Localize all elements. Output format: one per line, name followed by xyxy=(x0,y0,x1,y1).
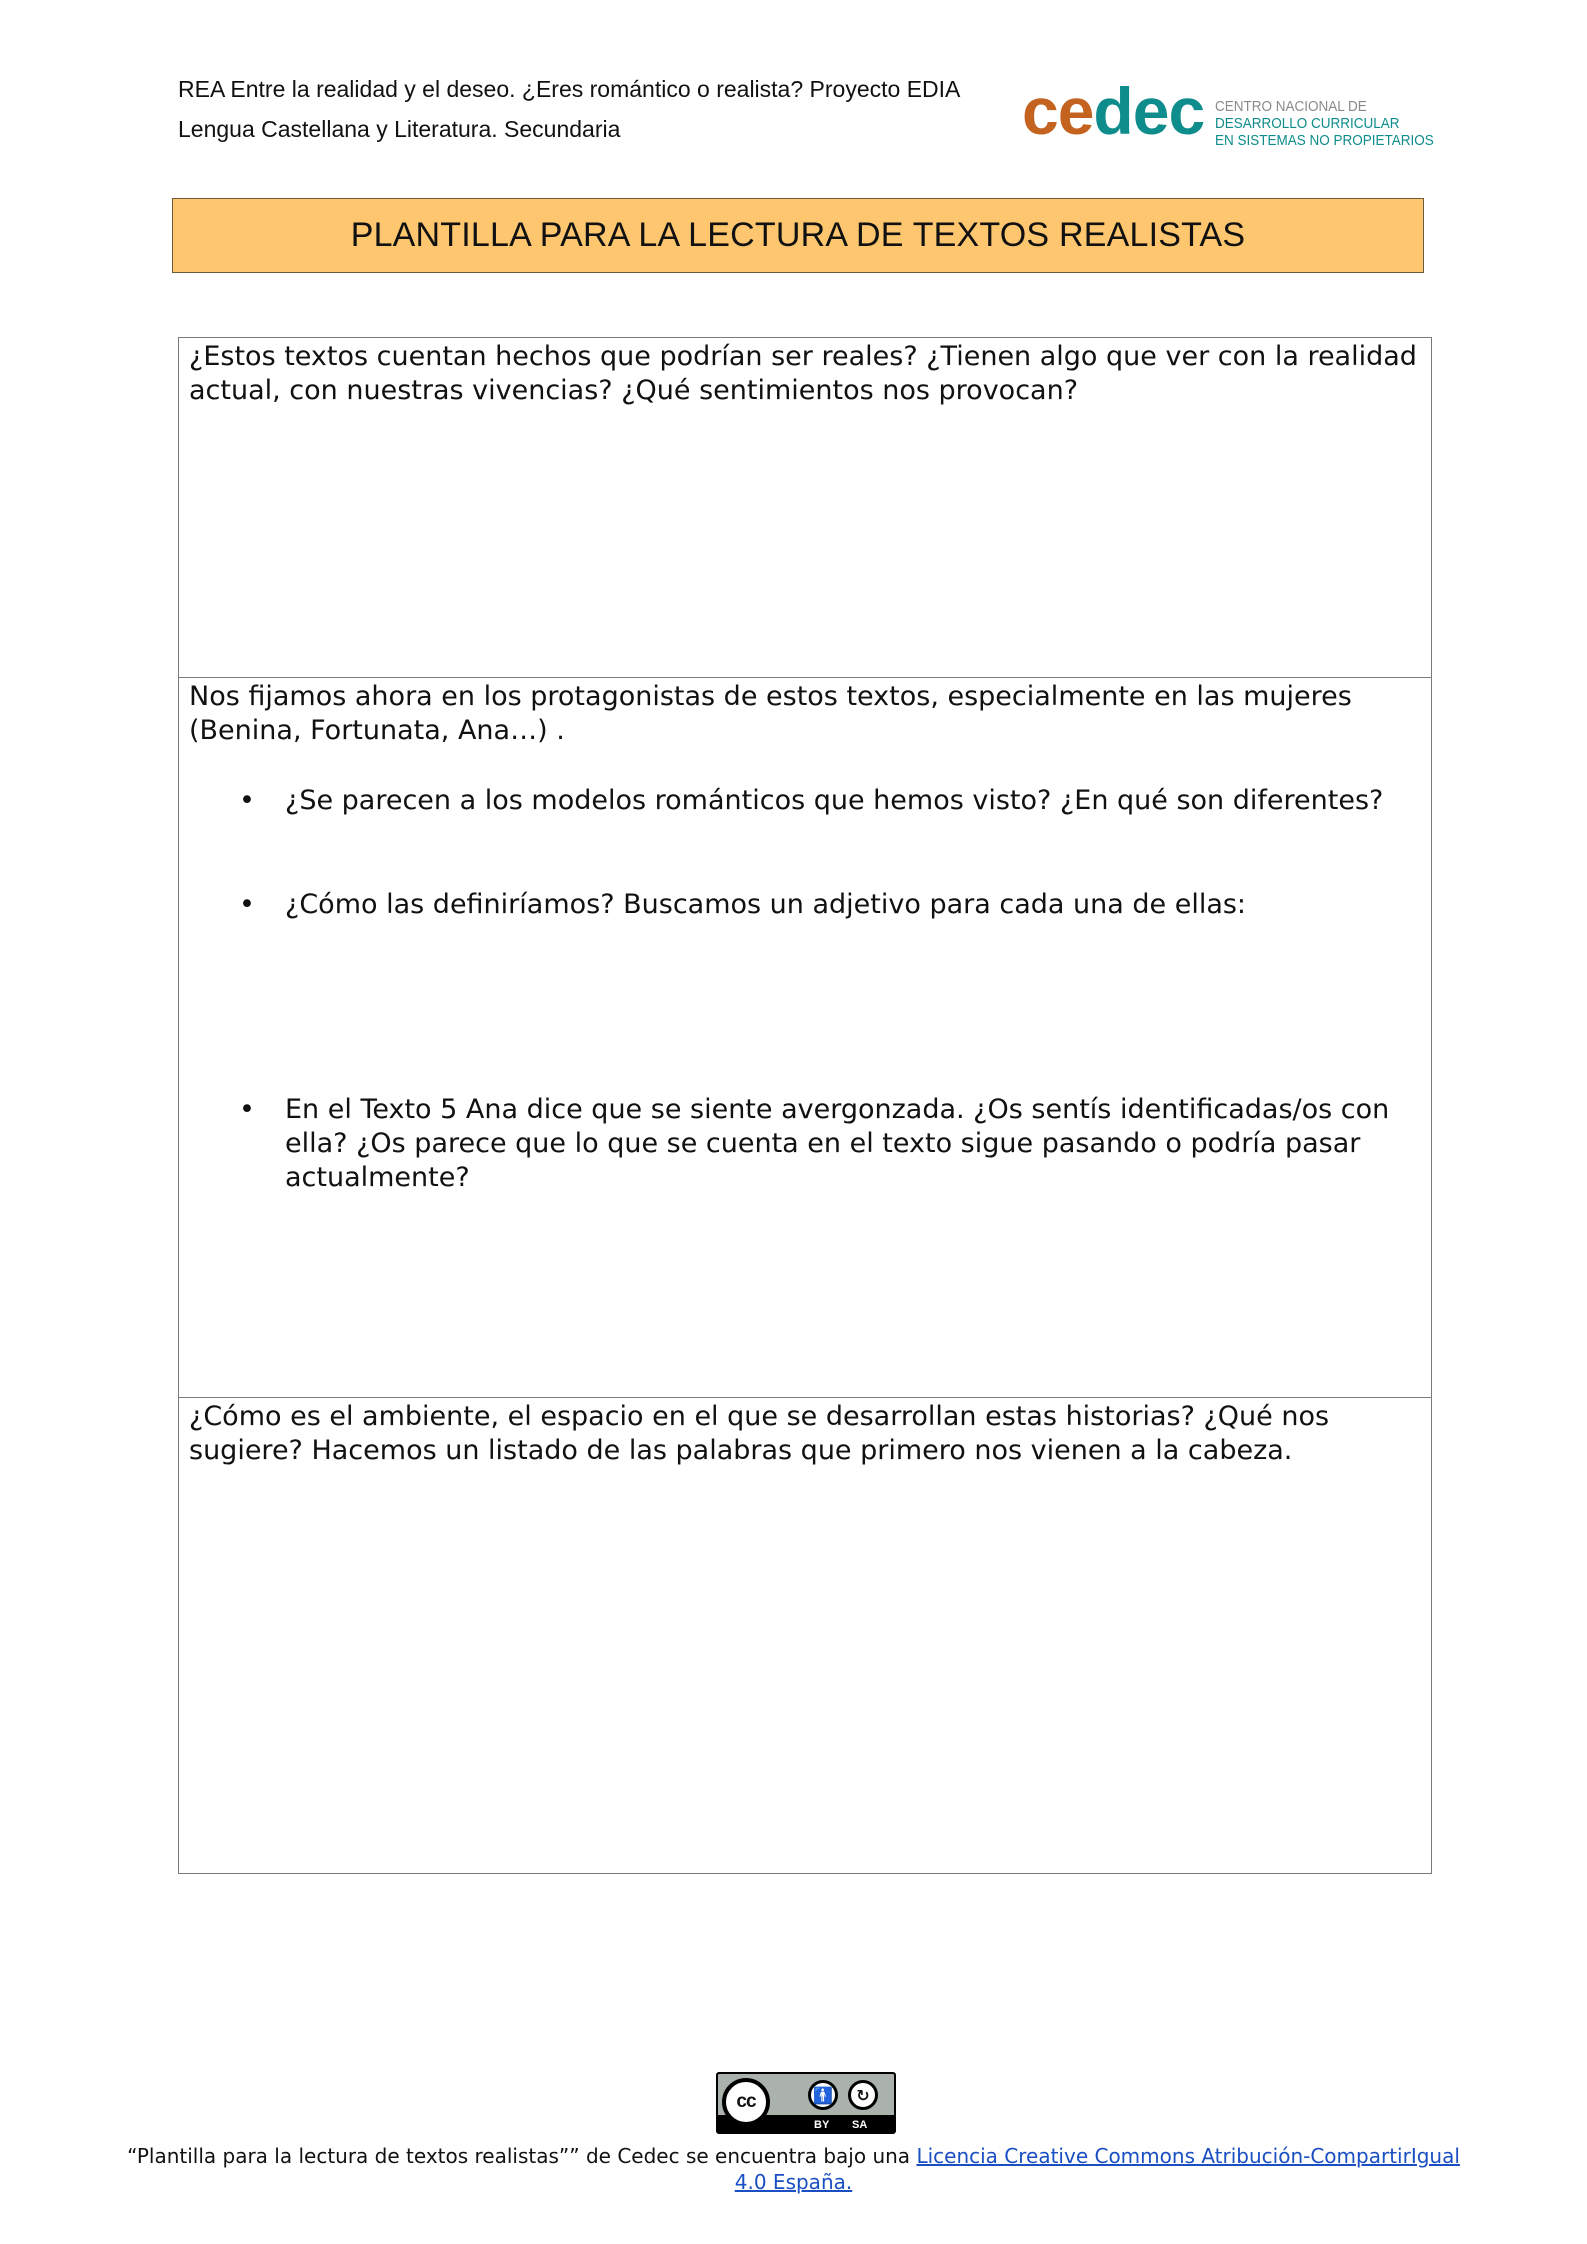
header-project-line: REA Entre la realidad y el deseo. ¿Eres romántico o realista? Proyecto EDIA xyxy=(178,76,961,102)
attribution-person-icon: 🚹 xyxy=(808,2080,838,2110)
question-text: ¿Estos textos cuentan hechos que podrían ser reales? ¿Tienen algo que ver con la realidad actual, con nuestras vivencias? ¿Qué sentimientos nos provocan? xyxy=(189,341,1417,406)
license-link[interactable]: Licencia Creative Commons Atribución-CompartirIgual 4.0 España. xyxy=(734,2144,1460,2194)
bullet-item: • En el Texto 5 Ana dice que se siente avergonzada. ¿Os sentís identificadas/os con ella? ¿Os parece que lo que se cuenta en el texto sigue pasando o podría pasar actualmente? xyxy=(189,1093,1421,1195)
bullet-item: • ¿Se parecen a los modelos románticos que hemos visto? ¿En qué son diferentes? xyxy=(189,784,1421,818)
sa-label: SA xyxy=(852,2119,868,2131)
question-text: Nos fijamos ahora en los protagonistas de estos textos, especialmente en las mujeres (Benina, Fortunata, Ana…) . xyxy=(189,681,1352,746)
share-alike-icon: ↻ xyxy=(848,2080,878,2110)
license-footer xyxy=(120,2143,1467,2195)
question-cell-ambient[interactable] xyxy=(179,1398,1431,1873)
document-title-box xyxy=(172,198,1424,273)
question-cell-protagonists[interactable] xyxy=(179,678,1431,1398)
bullet-item: • ¿Cómo las definiríamos? Buscamos un adjetivo para cada una de ellas: xyxy=(189,888,1421,922)
cc-icon: cc xyxy=(722,2078,770,2126)
cc-license-badge[interactable] xyxy=(716,2072,896,2134)
document-title: PLANTILLA PARA LA LECTURA DE TEXTOS REALISTAS xyxy=(350,216,1246,254)
header-subject-line: Lengua Castellana y Literatura. Secundaria xyxy=(178,116,621,142)
question-cell-reality[interactable] xyxy=(179,338,1431,678)
footer-text: “Plantilla para la lectura de textos realistas”” de Cedec se encuentra bajo una xyxy=(127,2144,917,2168)
logo-subtitle: CENTRO NACIONAL DE DESARROLLO CURRICULAR EN SISTEMAS NO PROPIETARIOS xyxy=(1215,98,1434,149)
logo-wordmark: cedec xyxy=(1022,74,1205,148)
questions-table xyxy=(178,337,1432,1874)
question-text: ¿Cómo es el ambiente, el espacio en el que se desarrollan estas historias? ¿Qué nos sugiere? Hacemos un listado de las palabras que primero nos vienen a la cabeza. xyxy=(189,1401,1330,1466)
cedec-logo xyxy=(1022,74,1442,160)
by-label: BY xyxy=(814,2119,830,2131)
